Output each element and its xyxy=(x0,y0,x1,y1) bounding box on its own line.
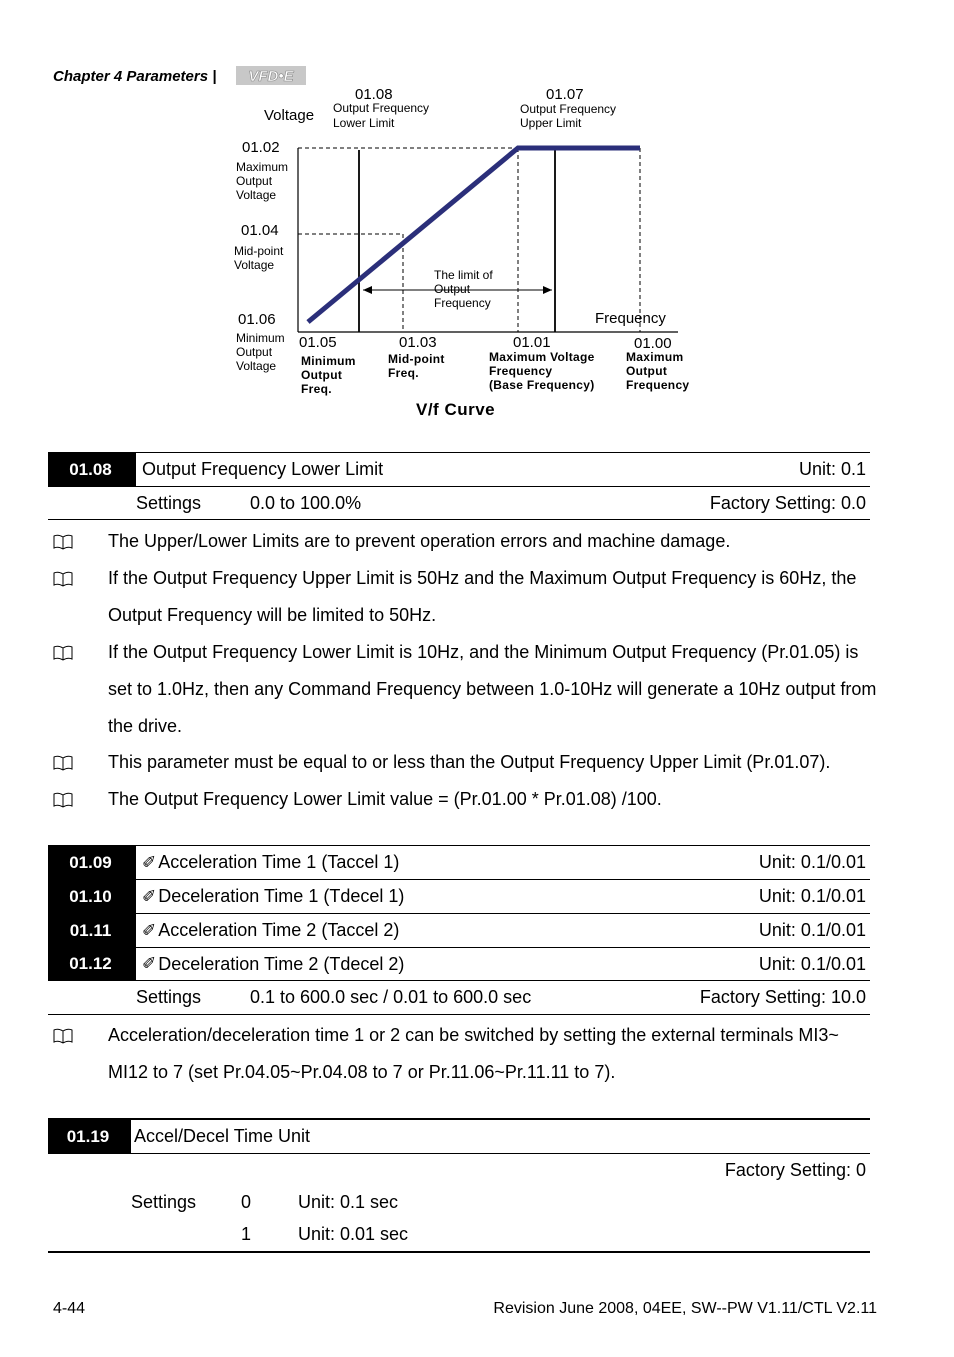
param-0105-code: 01.05 xyxy=(299,334,337,351)
param-0108-code: 01.08 xyxy=(355,86,393,103)
param-name: ✐ Acceleration Time 1 (Taccel 1) xyxy=(142,852,400,872)
param-id-badge: 01.10 xyxy=(48,880,133,913)
book-icon xyxy=(53,634,75,671)
param-0103-code: 01.03 xyxy=(399,334,437,351)
svg-text:VFD•E: VFD•E xyxy=(248,68,294,85)
param-0108-line1: Output Frequency xyxy=(333,101,430,115)
param-id-badge: 01.11 xyxy=(48,914,133,947)
param-id-separator xyxy=(128,1120,131,1153)
option-value: 1 xyxy=(241,1224,252,1244)
param-0104-code: 01.04 xyxy=(241,222,279,239)
param-id-separator xyxy=(133,453,136,486)
settings-label: Settings xyxy=(136,492,202,513)
diagram-title: V/f Curve xyxy=(416,400,496,419)
settings-row xyxy=(48,981,870,1015)
param-0106-label: Minimum Output Voltage xyxy=(236,331,285,373)
settings-label: Settings xyxy=(136,987,202,1007)
note-item xyxy=(53,523,883,560)
param-0104-label: Mid-point Voltage xyxy=(234,244,284,272)
param-name: Output Frequency Lower Limit xyxy=(142,459,384,479)
note-text: The Upper/Lower Limits are to prevent operation errors and machine damage. xyxy=(108,531,731,551)
param-0100-code: 01.00 xyxy=(634,335,672,352)
note-item xyxy=(53,1017,883,1091)
note-text: The Output Frequency Lower Limit value = (Pr.01.00 * Pr.01.08) /100. xyxy=(108,789,662,809)
param-unit: Unit: 0.1/0.01 xyxy=(758,852,866,872)
limit-note: The limit of Output Frequency xyxy=(434,268,493,310)
note-item xyxy=(53,781,883,818)
note-text: Acceleration/deceleration time 1 or 2 can be switched by setting the external terminals MI3~ MI12 to 7 (set Pr.04.05~Pr.04.08 to 7 or Pr.11.06~Pr.11.11 to 7). xyxy=(108,1025,839,1082)
settings-option-row xyxy=(48,1186,870,1218)
option-value: 0 xyxy=(241,1191,252,1212)
param-row xyxy=(48,880,870,914)
param-name: ✐ Deceleration Time 1 (Tdecel 1) xyxy=(142,886,405,906)
revision-text: Revision June 2008, 04EE, SW--PW V1.11/CTL V2.11 xyxy=(493,1300,877,1317)
param-0103-label: Mid-point Freq. xyxy=(388,352,445,380)
param-header-row xyxy=(48,453,870,487)
param-name: Accel/Decel Time Unit xyxy=(134,1126,311,1146)
param-unit: Unit: 0.1/0.01 xyxy=(758,953,866,974)
param-id-separator xyxy=(133,914,136,947)
param-0107-line2: Upper Limit xyxy=(520,116,582,130)
param-row xyxy=(48,914,870,948)
param-name: ✐ Acceleration Time 2 (Taccel 2) xyxy=(142,920,400,940)
note-text: This parameter must be equal to or less than the Output Frequency Upper Limit (Pr.01.07). xyxy=(108,752,831,772)
param-row xyxy=(48,948,870,981)
vf-curve-diagram xyxy=(230,80,710,430)
param-0107-line1: Output Frequency xyxy=(520,102,617,116)
voltage-axis-label: Voltage xyxy=(264,107,315,124)
book-icon xyxy=(53,781,75,818)
param-0102-code: 01.02 xyxy=(242,139,280,156)
settings-row xyxy=(48,487,870,520)
param-0105-label: Minimum Output Freq. xyxy=(301,354,356,396)
param-0100-label: Maximum Output Frequency xyxy=(626,350,690,392)
param-0101-label: Maximum Voltage Frequency (Base Frequency) xyxy=(489,350,595,392)
factory-setting: Factory Setting: 0.0 xyxy=(709,492,866,513)
param-row xyxy=(48,846,870,880)
factory-row xyxy=(48,1154,870,1186)
settings-value: 0.0 to 100.0% xyxy=(250,492,362,513)
param-0102-label: Maximum Output Voltage xyxy=(236,160,289,202)
option-label: Unit: 0.1 sec xyxy=(298,1191,399,1212)
option-label: Unit: 0.01 sec xyxy=(298,1224,409,1244)
pencil-icon: ✐ xyxy=(142,920,157,940)
book-icon xyxy=(53,744,75,781)
param-0108-line2: Lower Limit xyxy=(333,116,395,130)
note-item xyxy=(53,560,883,634)
pencil-icon: ✐ xyxy=(142,852,157,872)
param-unit: Unit: 0.1/0.01 xyxy=(758,920,866,940)
note-item xyxy=(53,744,883,781)
note-text: If the Output Frequency Lower Limit is 10Hz, and the Minimum Output Frequency (Pr.01.05) is set to 1.0Hz, then any Command Frequency between 1.0-10Hz will generate a 10Hz output from the drive. xyxy=(108,642,877,736)
param-accel-decel-table xyxy=(48,845,870,1015)
factory-setting: Factory Setting: 10.0 xyxy=(699,987,866,1007)
param-0106-code: 01.06 xyxy=(238,311,276,328)
param-id-separator xyxy=(133,880,136,913)
settings-value: 0.1 to 600.0 sec / 0.01 to 600.0 sec xyxy=(250,987,532,1007)
param-unit: Unit: 0.1 xyxy=(798,459,866,479)
book-icon xyxy=(53,560,75,597)
book-icon xyxy=(53,1017,75,1054)
note-text: If the Output Frequency Upper Limit is 50Hz and the Maximum Output Frequency is 60Hz, the Output Frequency will be limited to 50Hz. xyxy=(108,568,857,625)
param-0101-code: 01.01 xyxy=(513,334,551,351)
param-header-row xyxy=(48,1120,870,1154)
settings-option-row xyxy=(48,1218,870,1253)
note-item xyxy=(53,634,883,745)
factory-setting: Factory Setting: 0 xyxy=(724,1159,866,1180)
param-0107-code: 01.07 xyxy=(546,86,584,103)
chapter-title: Chapter 4 Parameters | xyxy=(53,68,217,85)
frequency-axis-label: Frequency xyxy=(595,310,666,327)
param-0119-table xyxy=(48,1118,870,1253)
param-id-separator xyxy=(133,948,136,980)
param-name: ✐ Deceleration Time 2 (Tdecel 2) xyxy=(142,953,405,974)
param-id-badge: 01.19 xyxy=(48,1120,128,1153)
page-number: 4-44 xyxy=(53,1300,86,1317)
param-id-badge: 01.08 xyxy=(48,453,133,486)
param-id-separator xyxy=(133,846,136,879)
param-id-badge: 01.12 xyxy=(48,948,133,980)
settings-label: Settings xyxy=(131,1191,197,1212)
pencil-icon: ✐ xyxy=(142,954,157,973)
book-icon xyxy=(53,523,75,560)
param-id-badge: 01.09 xyxy=(48,846,133,879)
pencil-icon: ✐ xyxy=(142,886,157,906)
param-unit: Unit: 0.1/0.01 xyxy=(758,886,866,906)
param-0108-table xyxy=(48,452,870,520)
